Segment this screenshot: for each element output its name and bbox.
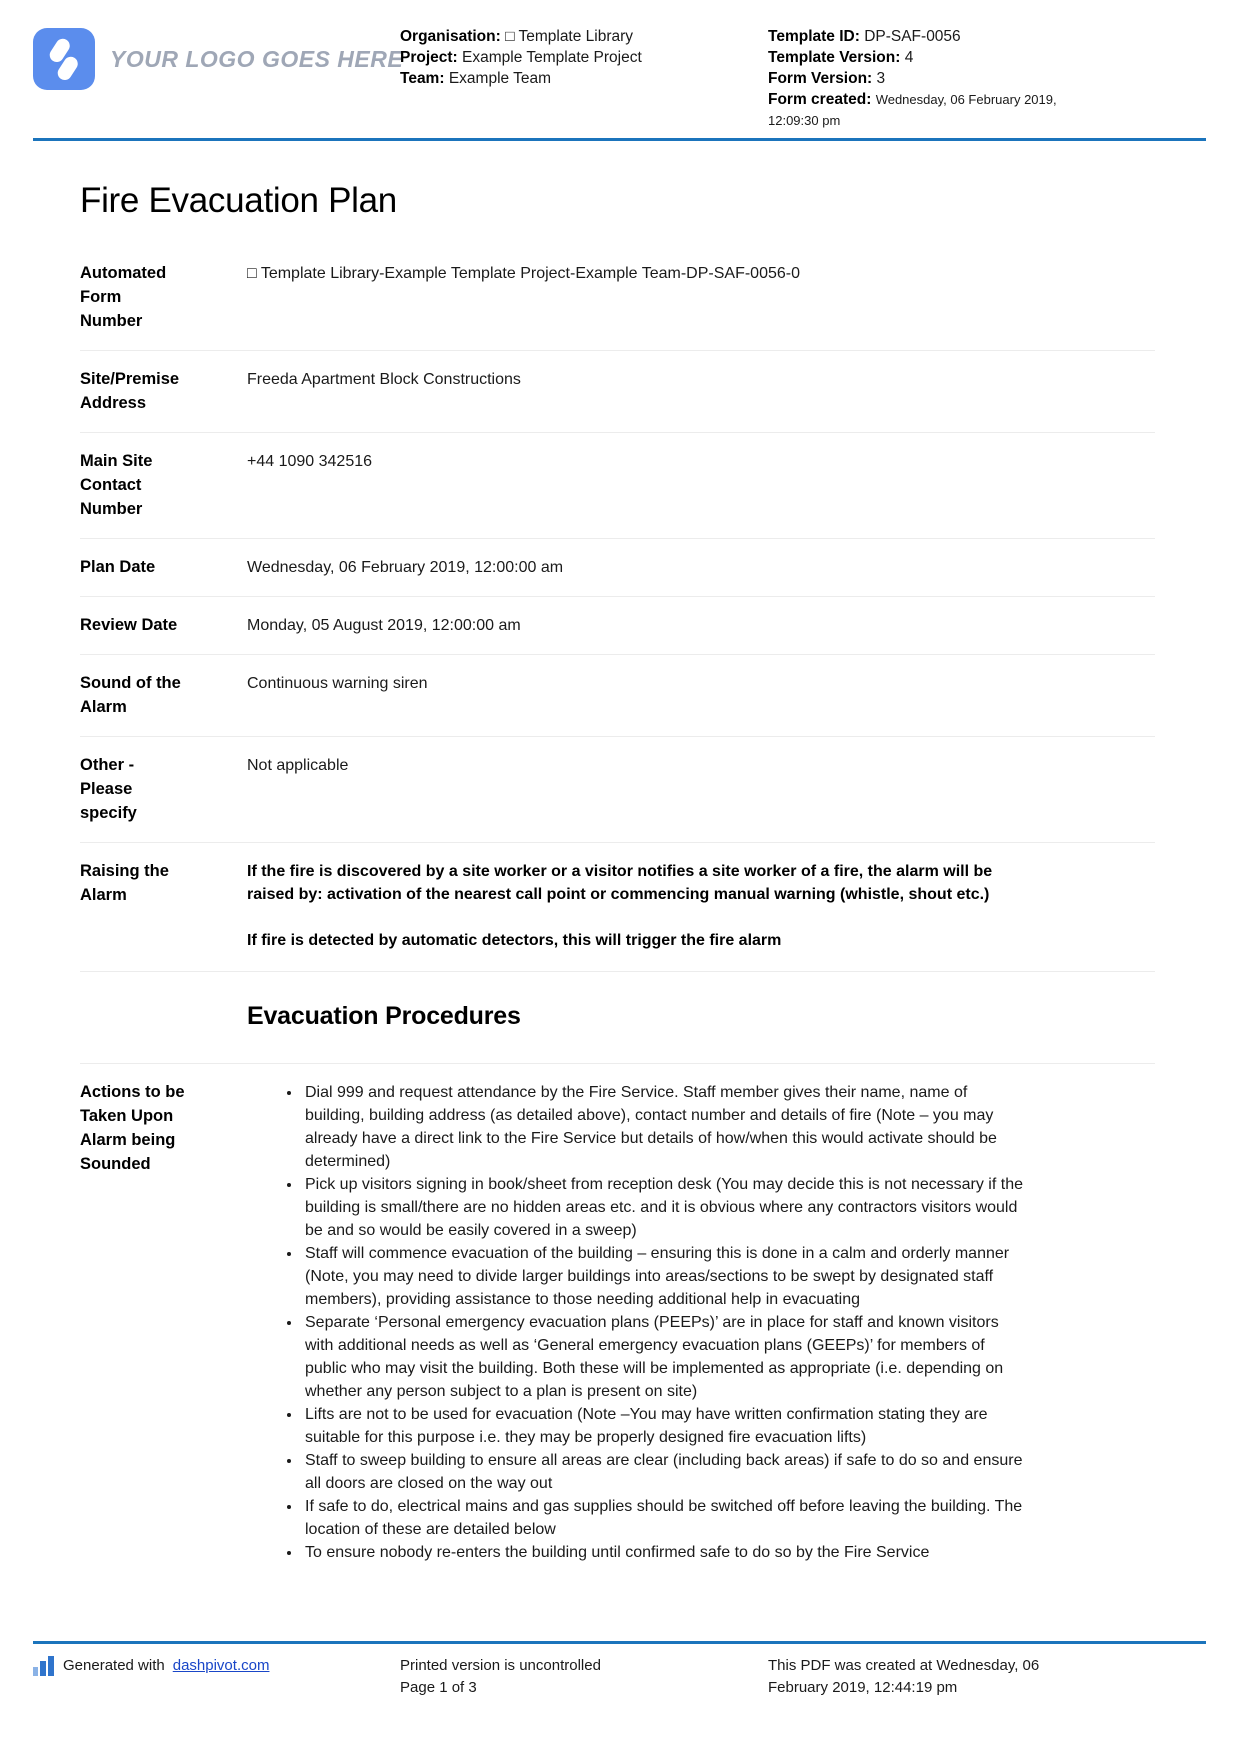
- template-version-label: Template Version:: [768, 49, 901, 66]
- page-number: Page 1 of 3: [400, 1679, 477, 1696]
- field-value: [247, 858, 1029, 954]
- bullet-item: • Staff will commence evacuation of the building – ensuring this is done in a calm and orderly manner (Note, you may need to divide larger buildings into areas/sections to be swept by designated staff members), providing assistance to those needing additional help in evacuating: [302, 1242, 1029, 1311]
- form-version-value: 3: [876, 70, 886, 87]
- field-label: Other - Please specify: [80, 756, 137, 822]
- field-label: Raising the Alarm: [80, 862, 169, 904]
- template-id-line: [768, 26, 1060, 47]
- field-label: Site/Premise Address: [80, 370, 180, 412]
- organisation-line: [400, 26, 642, 47]
- form-row-actions: [80, 1064, 1155, 1581]
- field-value: Continuous warning siren: [247, 675, 428, 692]
- project-label: Project:: [400, 49, 458, 66]
- footer-created-note: This PDF was created at Wednesday, 06 February 2019, 12:44:19 pm: [768, 1657, 1040, 1696]
- page-footer: [0, 1641, 1239, 1754]
- bullet-item: • If safe to do, electrical mains and gas supplies should be switched off before leaving the building. The location of these are detailed below: [302, 1495, 1029, 1541]
- form-version-line: [768, 68, 1060, 89]
- logo-mark-icon: [33, 28, 95, 90]
- page-header: [0, 0, 1239, 141]
- template-id-value: DP-SAF-0056: [864, 28, 961, 45]
- team-line: [400, 68, 642, 89]
- field-label: Plan Date: [80, 558, 156, 576]
- dashpivot-link[interactable]: dashpivot.com: [172, 1657, 270, 1674]
- form-row-other-specify: [80, 737, 1155, 843]
- field-value: +44 1090 342516: [247, 453, 373, 470]
- section-heading-row: [80, 972, 1155, 1064]
- form-version-label: Form Version:: [768, 70, 873, 87]
- form-row-contact-number: [80, 433, 1155, 539]
- header-divider: [33, 138, 1206, 141]
- field-value: [247, 1079, 1029, 1564]
- form-created-line: [768, 89, 1060, 131]
- field-label: Sound of the Alarm: [80, 674, 181, 716]
- field-label: Main Site Contact Number: [80, 452, 153, 518]
- bullet-item: • Pick up visitors signing in book/sheet from reception desk (You may decide this is not necessary if the building is small/there are no hidden areas etc. and it is obvious where any contractors visitors would be and so would be easily covered in a sweep): [302, 1173, 1029, 1242]
- template-id-label: Template ID:: [768, 28, 860, 45]
- organisation-value: □ Template Library: [505, 28, 634, 45]
- bar-chart-icon: [33, 1656, 55, 1676]
- logo-placeholder-text: YOUR LOGO GOES HERE: [110, 45, 404, 72]
- field-value: Not applicable: [247, 757, 349, 774]
- field-label: Automated Form Number: [80, 264, 167, 330]
- form-row-alarm-sound: [80, 655, 1155, 737]
- template-version-line: [768, 47, 1060, 68]
- team-label: Team:: [400, 70, 445, 87]
- field-label: Review Date: [80, 616, 178, 634]
- team-value: Example Team: [448, 70, 552, 87]
- bullet-item: • To ensure nobody re-enters the building until confirmed safe to do so by the Fire Service: [302, 1541, 1029, 1564]
- field-value: Wednesday, 06 February 2019, 12:00:00 am: [247, 559, 564, 576]
- bullet-item: • Staff to sweep building to ensure all areas are clear (including back areas) if safe to do so and ensure all doors are closed on the way out: [302, 1449, 1029, 1495]
- footer-generated: [33, 1655, 269, 1677]
- organisation-block: [400, 26, 642, 89]
- field-label: Actions to be Taken Upon Alarm being Sounded: [80, 1083, 185, 1173]
- template-meta-block: [768, 26, 1060, 131]
- section-heading: Evacuation Procedures: [247, 1002, 521, 1030]
- bullet-item: • Separate ‘Personal emergency evacuation plans (PEEPs)’ are in place for staff and known visitors with additional needs as well as ‘General emergency evacuation plans (GEEPs)’ for members of public who may visit the building. Both these will be implemented as appropriate (i.e. depending on whether any person subject to a plan is present on site): [302, 1311, 1029, 1403]
- form-row-plan-date: [80, 539, 1155, 597]
- raising-alarm-paragraph-1: If the fire is discovered by a site worker or a visitor notifies a site worker of a fire, the alarm will be raised by: activation of the nearest call point or commencing manual warning (whistle, shout etc.): [247, 863, 993, 903]
- footer-print-info: [400, 1655, 601, 1699]
- logo: [33, 28, 403, 90]
- form-created-value: Wednesday, 06 February 2019, 12:09:30 pm: [768, 92, 1057, 128]
- field-value: □ Template Library-Example Template Project-Example Team-DP-SAF-0056-0: [247, 265, 800, 282]
- form-row-review-date: [80, 597, 1155, 655]
- form-created-label: Form created:: [768, 91, 872, 108]
- form-row-raising-alarm: [80, 843, 1155, 972]
- generated-with-text: Generated with: [63, 1657, 165, 1674]
- bullet-item: • Dial 999 and request attendance by the Fire Service. Staff member gives their name, name of building, building address (as detailed above), contact number and details of fire (Note – you may already have a direct link to the Fire Service but details of how/when this would activate should be determined): [302, 1081, 1029, 1173]
- field-value: Monday, 05 August 2019, 12:00:00 am: [247, 617, 521, 634]
- actions-bullet-list: [247, 1081, 1029, 1564]
- page-title: Fire Evacuation Plan: [80, 181, 397, 220]
- footer-columns: [0, 1644, 1239, 1754]
- bullet-item: • Lifts are not to be used for evacuation (Note –You may have written confirmation stating they are suitable for this purpose i.e. they may be properly designed fire evacuation lifts): [302, 1403, 1029, 1449]
- printed-version-note: Printed version is uncontrolled: [400, 1657, 601, 1674]
- project-value: Example Template Project: [462, 49, 642, 66]
- project-line: [400, 47, 642, 68]
- form-row-automated-number: [80, 245, 1155, 351]
- form-body: [0, 141, 1239, 1641]
- raising-alarm-paragraph-2: If fire is detected by automatic detectors, this will trigger the fire alarm: [247, 932, 782, 949]
- organisation-label: Organisation:: [400, 28, 501, 45]
- form-row-site-address: [80, 351, 1155, 433]
- field-value: Freeda Apartment Block Constructions: [247, 371, 521, 388]
- template-version-value: 4: [904, 49, 914, 66]
